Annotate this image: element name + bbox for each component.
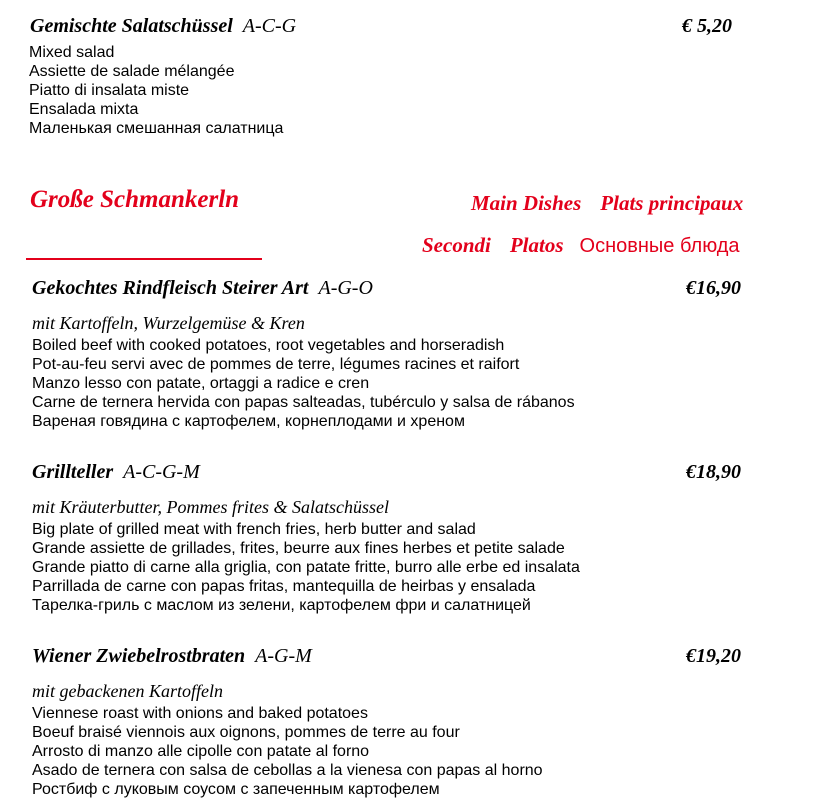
translation-line: Тарелка-гриль с маслом из зелени, картофелем фри и салатницей	[32, 597, 531, 614]
translation-line: Carne de ternera hervida con papas salteadas, tubérculo y salsa de rábanos	[32, 394, 575, 411]
translation-line: Boeuf braisé viennois aux oignons, pommes de terre au four	[32, 724, 460, 741]
heading-main-dishes: Main Dishes	[471, 191, 582, 215]
dish-price: €19,20	[686, 645, 741, 667]
dish-name: Wiener Zwiebelrostbraten	[32, 645, 246, 667]
heading-platos: Platos	[509, 233, 564, 257]
salad-title-line	[30, 15, 296, 38]
salad-translations	[29, 43, 283, 138]
translation-line: Asado de ternera con salsa de cebollas a la vienesa con papas al horno	[32, 762, 543, 779]
dish-subtitle: mit Kartoffeln, Wurzelgemüse & Kren	[32, 313, 305, 333]
heading-plats-principaux: Plats principaux	[600, 191, 744, 215]
translation-line: Вареная говядина с картофелем, корнеплодами и хреном	[32, 413, 465, 430]
dish-price: €18,90	[686, 461, 741, 483]
translation-line: Piatto di insalata miste	[29, 82, 190, 99]
dish-translations	[32, 520, 580, 615]
dish-title-line	[32, 461, 200, 484]
translation-line: Arrosto di manzo alle cipolle con patate al forno	[32, 743, 370, 760]
dish-allergens: A-C-G-M	[123, 461, 200, 483]
translation-line: Parrillada de carne con papas fritas, mantequilla de heirbas y ensalada	[32, 578, 536, 595]
dish-translations	[32, 704, 543, 799]
translation-line: Маленькая смешанная салатница	[29, 120, 284, 137]
translation-line: Big plate of grilled meat with french fries, herb butter and salad	[32, 521, 476, 538]
translation-line: Ensalada mixta	[29, 101, 139, 118]
dish-title-line	[32, 277, 373, 300]
section-title: Große Schmankerln	[30, 186, 240, 213]
translation-line: Ростбиф с луковым соусом с запеченным картофелем	[32, 781, 440, 798]
salad-allergens: A-C-G	[242, 15, 297, 37]
dish-subtitle: mit gebackenen Kartoffeln	[32, 681, 223, 701]
dish-name: Grillteller	[32, 461, 114, 483]
dish-allergens: A-G-O	[318, 277, 373, 299]
section-headings-row2	[422, 233, 740, 258]
dish-name: Gekochtes Rindfleisch Steirer Art	[32, 277, 309, 299]
heading-secondi: Secondi	[422, 233, 491, 257]
translation-line: Pot-au-feu servi avec de pommes de terre, légumes racines et raifort	[32, 356, 520, 373]
heading-russian: Основные блюда	[579, 235, 740, 257]
translation-line: Manzo lesso con patate, ortaggi a radice e cren	[32, 375, 370, 392]
translation-line: Grande piatto di carne alla griglia, con patate fritte, burro alle erbe ed insalata	[32, 559, 580, 576]
section-headings-row1	[471, 191, 743, 216]
section-underline	[26, 258, 262, 260]
dish-subtitle: mit Kräuterbutter, Pommes frites & Salatschüssel	[32, 497, 389, 517]
salad-price: € 5,20	[682, 15, 732, 37]
translation-line: Grande assiette de grillades, frites, beurre aux fines herbes et petite salade	[32, 540, 565, 557]
translation-line: Assiette de salade mélangée	[29, 63, 235, 80]
translation-line: Viennese roast with onions and baked potatoes	[32, 705, 368, 722]
translation-line: Boiled beef with cooked potatoes, root vegetables and horseradish	[32, 337, 505, 354]
dish-title-line	[32, 645, 312, 668]
dish-translations	[32, 336, 575, 431]
translation-line: Mixed salad	[29, 44, 115, 61]
salad-name: Gemischte Salatschüssel	[30, 15, 233, 37]
dish-price: €16,90	[686, 277, 741, 299]
dish-allergens: A-G-M	[255, 645, 312, 667]
